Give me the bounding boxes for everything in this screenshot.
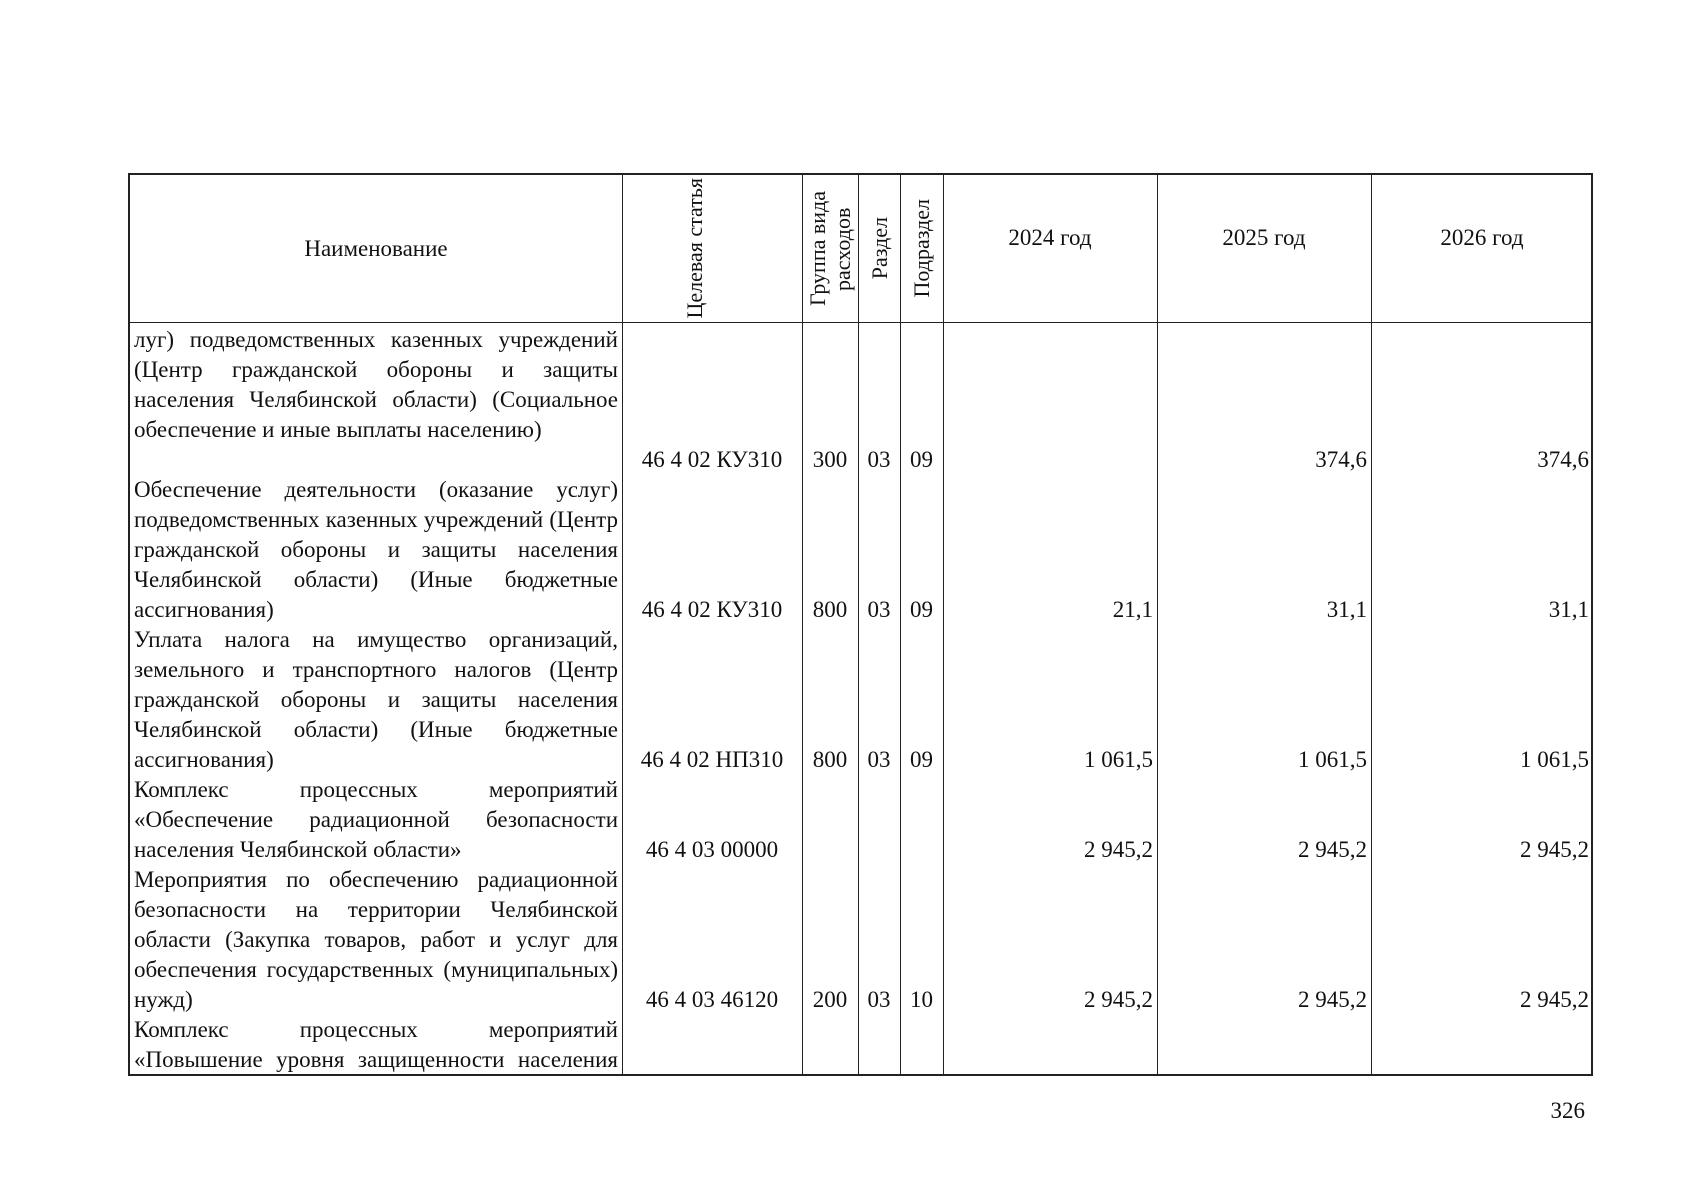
- row-1-group: 300: [812, 447, 848, 472]
- header-expense-group: [802, 175, 858, 322]
- row-1-code: 46 4 02 КУ310: [641, 447, 783, 472]
- row-5-section: 03: [867, 987, 891, 1012]
- header-expense-group-text: Группа вида расходов: [805, 191, 855, 306]
- row-3-2026: 1 061,5: [1520, 747, 1589, 772]
- row-4-code: 46 4 03 00000: [645, 837, 779, 862]
- row-2-2024: 21,1: [1112, 597, 1153, 622]
- row-5-name: Мероприятия по обеспечению радиационной безопасности на территории Челябинской области (Закупка товаров, работ и услуг для обеспечения государственных (муниципальных) нужд): [134, 867, 618, 1012]
- header-2026: 2026 год: [1440, 225, 1524, 250]
- header-divider: [130, 322, 1591, 323]
- row-2-2025: 31,1: [1326, 597, 1367, 622]
- header-2024: 2024 год: [1008, 225, 1092, 250]
- row-5-2025: 2 945,2: [1298, 987, 1367, 1012]
- row-3-code: 46 4 02 НП310: [640, 747, 784, 772]
- row-5-2026: 2 945,2: [1520, 987, 1589, 1012]
- header-name: Наименование: [304, 235, 448, 261]
- row-3-subsection: 09: [910, 747, 933, 772]
- row-2-subsection: 09: [910, 597, 933, 622]
- row-3-2024: 1 061,5: [1084, 747, 1153, 772]
- header-target-article: [622, 175, 802, 322]
- row-3-group: 800: [812, 747, 848, 772]
- row-3-name: Уплата налога на имущество организаций, земельного и транспортного налогов (Центр гражданской обороны и защиты населения Челябинской области) (Иные бюджетные ассигнования): [134, 627, 618, 772]
- row-2-section: 03: [867, 597, 891, 622]
- row-1-section: 03: [867, 447, 891, 472]
- row-5-group: 200: [812, 987, 848, 1012]
- row-4-name: Комплекс процессных мероприятий «Обеспечение радиационной безопасности населения Челябинской области»: [134, 777, 618, 862]
- row-5-subsection: 10: [910, 987, 933, 1012]
- header-target-article-text: Целевая статья: [682, 178, 707, 319]
- row-4-2025: 2 945,2: [1298, 837, 1367, 862]
- header-section: [858, 175, 900, 322]
- row-5-2024: 2 945,2: [1084, 987, 1153, 1012]
- row-3-2025: 1 061,5: [1298, 747, 1367, 772]
- row-1-name: луг) подведомственных казенных учреждений (Центр гражданской обороны и защиты населения Челябинской области) (Социальное обеспечение и иные выплаты населению): [134, 327, 618, 442]
- row-6-name: Комплекс процессных мероприятий «Повышение уровня защищенности населения: [134, 1017, 618, 1072]
- header-subsection: [900, 175, 943, 322]
- row-4-2026: 2 945,2: [1520, 837, 1589, 862]
- row-5-code: 46 4 03 46120: [645, 987, 779, 1012]
- row-2-code: 46 4 02 КУ310: [641, 597, 783, 622]
- header-2025: 2025 год: [1222, 225, 1306, 250]
- header-subsection-text: Подраздел: [909, 199, 934, 298]
- header-section-text: Раздел: [866, 217, 892, 280]
- row-4-2024: 2 945,2: [1084, 837, 1153, 862]
- row-2-group: 800: [812, 597, 848, 622]
- page-number: 326: [1550, 1098, 1585, 1123]
- row-2-2026: 31,1: [1548, 597, 1589, 622]
- row-1-2026: 374,6: [1537, 447, 1589, 472]
- budget-table: [128, 173, 1593, 1076]
- row-2-name: Обеспечение деятельности (оказание услуг) подведомственных казенных учреждений (Центр гражданской обороны и защиты населения Челябинской области) (Иные бюджетные ассигнования): [134, 477, 618, 622]
- row-1-subsection: 09: [910, 447, 933, 472]
- row-3-section: 03: [867, 747, 891, 772]
- row-1-2025: 374,6: [1315, 447, 1367, 472]
